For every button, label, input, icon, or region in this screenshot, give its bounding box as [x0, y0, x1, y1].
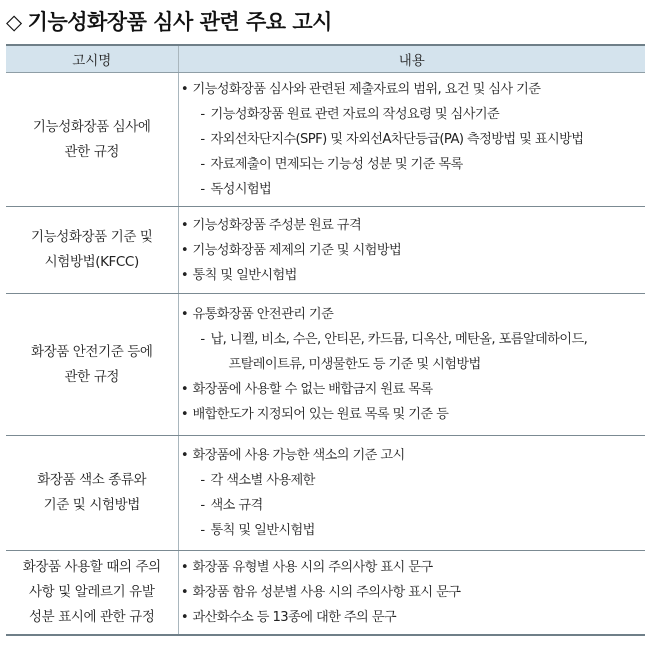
bullet-item: [179, 443, 646, 468]
bullet-item: [179, 580, 646, 605]
dash-icon: -: [200, 498, 205, 513]
notice-name-line: 기준 및 시험방법: [43, 497, 140, 513]
sub-item: [179, 177, 646, 202]
bullet-dot-icon: •: [180, 217, 189, 233]
notice-name-line: 사항 및 알레르기 유발: [29, 584, 155, 600]
content-cell: [178, 73, 645, 207]
item-text: 통칙 및 일반시험법: [210, 523, 315, 538]
dash-icon: -: [200, 473, 205, 488]
item-text: 납, 니켈, 비소, 수은, 안티몬, 카드뮴, 디옥산, 메탄올, 포름알데하이드,: [210, 332, 588, 347]
notice-name-cell: [6, 207, 178, 294]
page-title-text: 기능성화장품 심사 관련 주요 고시: [27, 10, 332, 34]
item-text: 화장품에 사용할 수 없는 배합금지 원료 목록: [192, 382, 433, 397]
item-text: 기능성화장품 주성분 원료 규격: [192, 217, 362, 233]
item-text: 기능성화장품 제제의 기준 및 시험방법: [192, 242, 402, 258]
item-text: 자료제출이 면제되는 기능성 성분 및 기준 목록: [210, 157, 463, 172]
regulations-table: [6, 44, 645, 636]
dash-icon: -: [200, 132, 205, 147]
bullet-dot-icon: •: [180, 307, 189, 322]
sub-item-continued: [179, 352, 646, 377]
notice-name-line: 관한 규정: [64, 143, 119, 160]
item-text: 프탈레이트류, 미생물한도 등 기준 및 시험방법: [228, 357, 481, 372]
diamond-icon: ◇: [6, 10, 22, 34]
item-text: 화장품 유형별 사용 시의 주의사항 표시 문구: [192, 560, 433, 575]
bullet-item: [179, 238, 646, 263]
header-notice-name: 고시명: [6, 45, 178, 73]
sub-item: [179, 493, 646, 518]
item-text: 화장품 함유 성분별 사용 시의 주의사항 표시 문구: [192, 585, 461, 600]
item-text: 통칙 및 일반시험법: [192, 267, 297, 283]
bullet-dot-icon: •: [180, 242, 189, 258]
sub-item: [179, 127, 646, 152]
item-text: 배합한도가 지정되어 있는 원료 목록 및 기준 등: [192, 407, 449, 422]
bullet-item: [179, 555, 646, 580]
dash-icon: -: [200, 157, 205, 172]
notice-name-cell: [6, 436, 178, 551]
bullet-dot-icon: •: [180, 610, 189, 625]
bullet-dot-icon: •: [180, 82, 189, 97]
notice-name-line: 화장품 색소 종류와: [37, 472, 147, 488]
table-row: [6, 73, 645, 207]
item-text: 과산화수소 등 13종에 대한 주의 문구: [192, 610, 396, 625]
table-row: [6, 436, 645, 551]
notice-name-line: 시험방법(KFCC): [44, 254, 139, 270]
item-text: 독성시험법: [210, 182, 272, 197]
content-cell: [178, 551, 645, 636]
bullet-dot-icon: •: [180, 382, 189, 397]
content-cell: [178, 207, 645, 294]
notice-name-cell: [6, 73, 178, 207]
content-cell: [178, 436, 645, 551]
bullet-dot-icon: •: [180, 585, 189, 600]
notice-name-line: 화장품 사용할 때의 주의: [22, 559, 161, 575]
dash-icon: -: [200, 107, 205, 122]
notice-name-line: 성분 표시에 관한 규정: [29, 609, 155, 625]
notice-name-cell: [6, 294, 178, 436]
page-title: [6, 6, 332, 36]
content-cell: [178, 294, 645, 436]
sub-item: [179, 518, 646, 543]
table-row: [6, 207, 645, 294]
bullet-item: [179, 402, 646, 427]
table-header-row: [6, 45, 645, 73]
bullet-item: [179, 263, 646, 288]
notice-name-line: 화장품 안전기준 등에: [30, 343, 153, 360]
bullet-item: [179, 377, 646, 402]
header-content: 내용: [178, 45, 645, 73]
notice-name-line: 기능성화장품 기준 및: [30, 229, 153, 245]
dash-icon: -: [200, 182, 205, 197]
bullet-dot-icon: •: [180, 448, 189, 463]
sub-item: [179, 152, 646, 177]
sub-item: [179, 102, 646, 127]
bullet-item: [179, 302, 646, 327]
bullet-dot-icon: •: [180, 267, 189, 283]
bullet-item: [179, 213, 646, 238]
notice-name-line: 관한 규정: [64, 368, 119, 385]
sub-item: [179, 327, 646, 352]
dash-icon: -: [200, 523, 205, 538]
notice-name-line: 기능성화장품 심사에: [32, 118, 151, 135]
table-row: [6, 551, 645, 636]
item-text: 기능성화장품 원료 관련 자료의 작성요령 및 심사기준: [210, 107, 500, 122]
table-row: [6, 294, 645, 436]
dash-icon: -: [200, 332, 205, 347]
bullet-item: [179, 77, 646, 102]
item-text: 유통화장품 안전관리 기준: [192, 307, 334, 322]
notice-name-cell: [6, 551, 178, 636]
item-text: 각 색소별 사용제한: [210, 473, 315, 488]
item-text: 화장품에 사용 가능한 색소의 기준 고시: [192, 448, 405, 463]
bullet-dot-icon: •: [180, 407, 189, 422]
item-text: 자외선차단지수(SPF) 및 자외선A차단등급(PA) 측정방법 및 표시방법: [210, 132, 584, 147]
bullet-item: [179, 605, 646, 630]
item-text: 색소 규격: [210, 498, 263, 513]
item-text: 기능성화장품 심사와 관련된 제출자료의 범위, 요건 및 심사 기준: [192, 82, 541, 97]
sub-item: [179, 468, 646, 493]
bullet-dot-icon: •: [180, 560, 189, 575]
